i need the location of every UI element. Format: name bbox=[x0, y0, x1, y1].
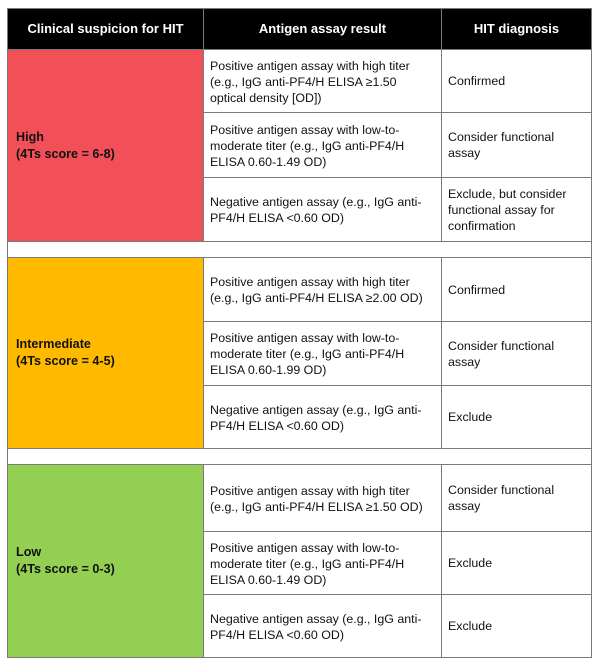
diagnosis-cell: Exclude bbox=[442, 532, 592, 595]
assay-result-cell: Positive antigen assay with high titer (e.g., IgG anti-PF4/H ELISA ≥2.00 OD) bbox=[204, 258, 442, 322]
category-label: Low bbox=[16, 545, 42, 559]
category-intermediate bbox=[8, 258, 204, 449]
diagnosis-cell: Consider functional assay bbox=[442, 465, 592, 532]
hit-diagnosis-table-container bbox=[7, 8, 591, 658]
category-score: (4Ts score = 6-8) bbox=[16, 146, 115, 161]
table-row bbox=[8, 50, 592, 113]
diagnosis-cell: Confirmed bbox=[442, 50, 592, 113]
header-antigen-assay-result: Antigen assay result bbox=[204, 9, 442, 50]
group-spacer bbox=[8, 242, 592, 258]
table-row bbox=[8, 465, 592, 532]
assay-result-cell: Positive antigen assay with high titer (e.g., IgG anti-PF4/H ELISA ≥1.50 optical density [OD]) bbox=[204, 50, 442, 113]
assay-result-cell: Positive antigen assay with low-to-moderate titer (e.g., IgG anti-PF4/H ELISA 0.60-1.49 OD) bbox=[204, 532, 442, 595]
category-score: (4Ts score = 0-3) bbox=[16, 562, 115, 576]
category-low bbox=[8, 465, 204, 658]
hit-diagnosis-table bbox=[7, 8, 592, 658]
header-row bbox=[8, 9, 592, 50]
diagnosis-cell: Exclude, but consider functional assay for confirmation bbox=[442, 178, 592, 242]
category-high bbox=[8, 50, 204, 242]
assay-result-cell: Negative antigen assay (e.g., IgG anti-PF4/H ELISA <0.60 OD) bbox=[204, 178, 442, 242]
group-spacer bbox=[8, 449, 592, 465]
diagnosis-cell: Exclude bbox=[442, 595, 592, 658]
diagnosis-cell: Consider functional assay bbox=[442, 322, 592, 386]
category-label: Intermediate bbox=[16, 337, 91, 351]
assay-result-cell: Negative antigen assay (e.g., IgG anti-PF4/H ELISA <0.60 OD) bbox=[204, 595, 442, 658]
diagnosis-cell: Confirmed bbox=[442, 258, 592, 322]
table-row bbox=[8, 258, 592, 322]
assay-result-cell: Positive antigen assay with low-to-moderate titer (e.g., IgG anti-PF4/H ELISA 0.60-1.49 OD) bbox=[204, 113, 442, 178]
diagnosis-cell: Exclude bbox=[442, 386, 592, 449]
category-label: High bbox=[16, 129, 44, 144]
assay-result-cell: Positive antigen assay with high titer (e.g., IgG anti-PF4/H ELISA ≥1.50 OD) bbox=[204, 465, 442, 532]
header-clinical-suspicion: Clinical suspicion for HIT bbox=[8, 9, 204, 50]
assay-result-cell: Negative antigen assay (e.g., IgG anti-PF4/H ELISA <0.60 OD) bbox=[204, 386, 442, 449]
category-score: (4Ts score = 4-5) bbox=[16, 354, 115, 368]
header-hit-diagnosis: HIT diagnosis bbox=[442, 9, 592, 50]
assay-result-cell: Positive antigen assay with low-to-moderate titer (e.g., IgG anti-PF4/H ELISA 0.60-1.99 OD) bbox=[204, 322, 442, 386]
diagnosis-cell: Consider functional assay bbox=[442, 113, 592, 178]
